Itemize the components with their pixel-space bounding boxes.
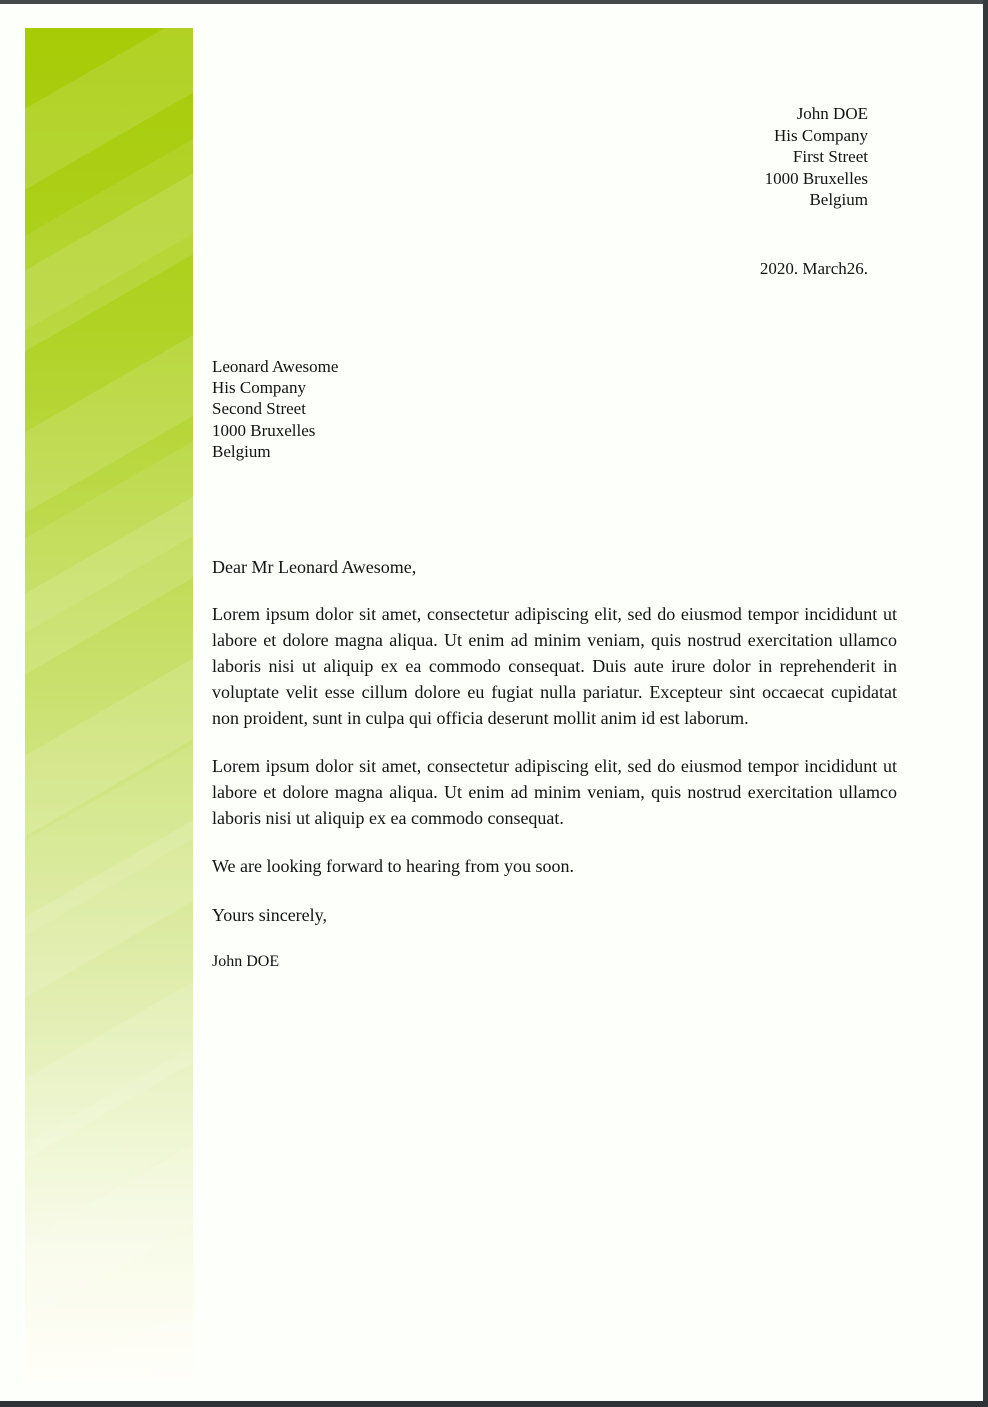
recipient-company: His Company [212, 378, 306, 398]
sender-address-block [765, 103, 868, 211]
recipient-name: Leonard Awesome [212, 357, 339, 376]
salutation: Dear Mr Leonard Awesome, [212, 557, 417, 577]
body-paragraph-1: Lorem ipsum dolor sit amet, consectetur adipiscing elit, sed do eiusmod tempor incididunt ut labore et dolore magna aliqua. Ut enim ad minim veniam, quis nostrud exercitation ullamco laboris nisi ut aliquip ex ea commodo consequat. Duis aute irure dolor in reprehenderit in voluptate velit esse cillum dolore eu fugiat nulla pariatur. Excepteur sint occaecat cupidatat non proident, sunt in culpa qui officia deserunt mollit anim id est laborum. [212, 604, 897, 728]
recipient-address-block [212, 356, 338, 462]
page-edge-top [0, 0, 988, 4]
valediction: Yours sincerely, [212, 905, 327, 925]
sender-country: Belgium [809, 190, 868, 209]
sender-name: John DOE [796, 104, 868, 123]
signature-name: John DOE [212, 953, 280, 970]
body-paragraph-2: Lorem ipsum dolor sit amet, consectetur adipiscing elit, sed do eiusmod tempor incididunt ut labore et dolore magna aliqua. Ut enim ad minim veniam, quis nostrud exercitation ullamco laboris nisi ut aliquip ex ea commodo consequat. [212, 756, 897, 828]
sender-company: His Company [774, 125, 868, 145]
sender-street: First Street [792, 147, 868, 166]
green-gradient-stripe [25, 28, 193, 1380]
recipient-country: Belgium [212, 441, 271, 461]
recipient-street: Second Street [212, 399, 306, 419]
sender-city: 1000 Bruxelles [764, 168, 868, 188]
page-edge-right [983, 0, 988, 1407]
letter-date: 2020. March26. [759, 259, 868, 278]
recipient-city: 1000 Bruxelles [212, 420, 316, 440]
closing-line: We are looking forward to hearing from you soon. [212, 856, 574, 876]
page-edge-bottom [0, 1401, 988, 1407]
